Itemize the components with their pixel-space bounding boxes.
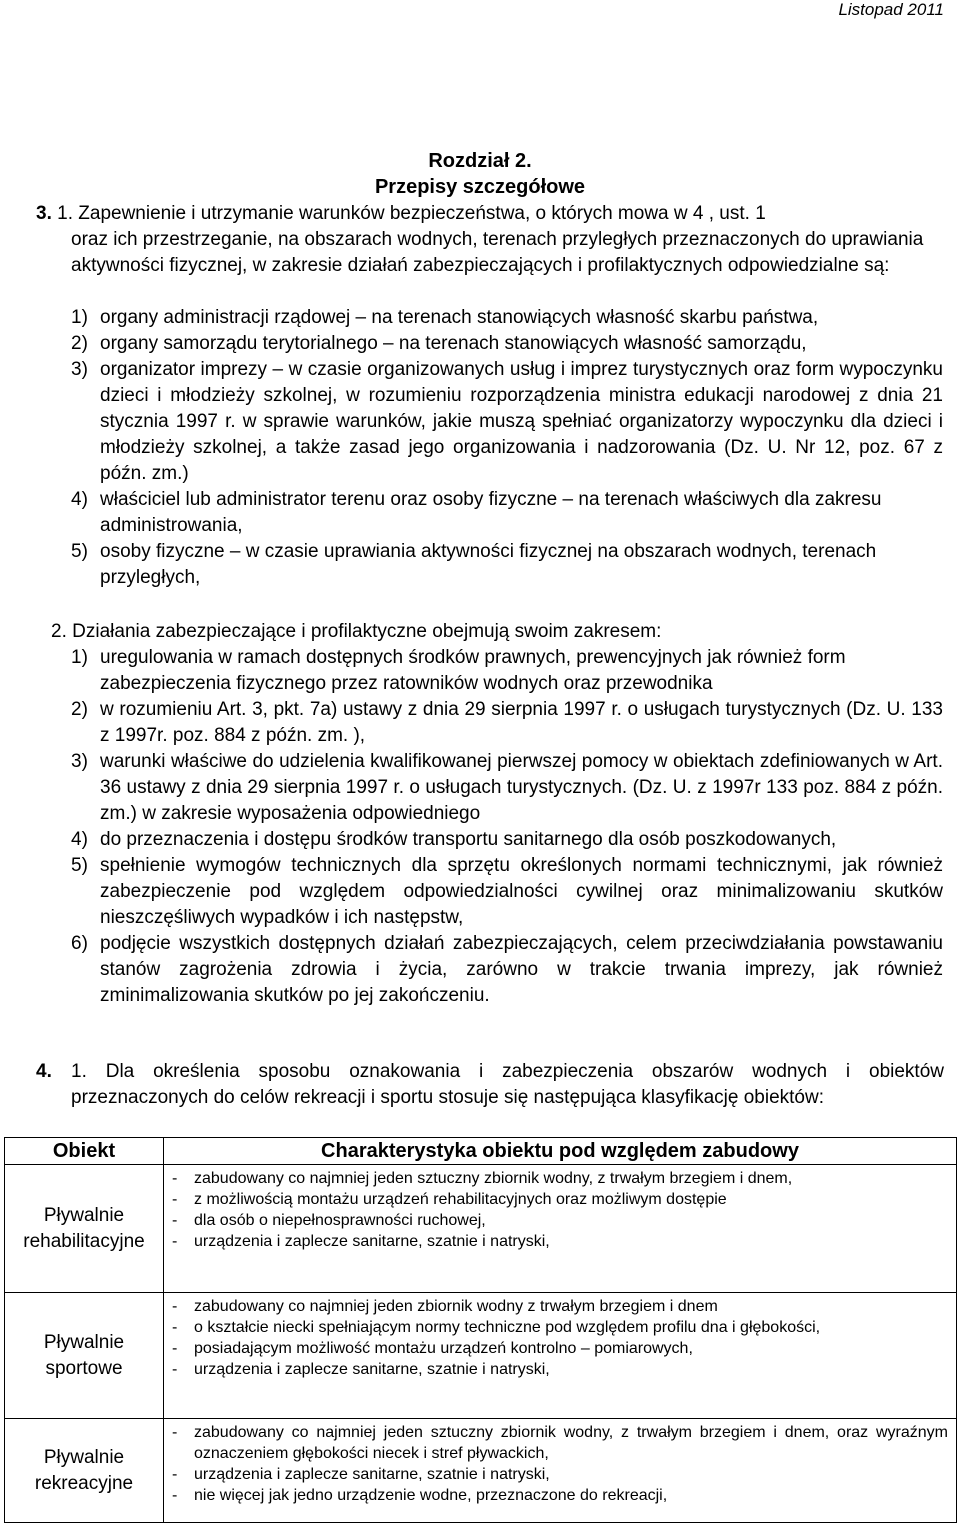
characteristic-text: dla osób o niepełnosprawności ruchowej, (194, 1212, 486, 1229)
header-date: Listopad 2011 (838, 0, 944, 19)
section-3-paragraph-1-first-line: Zapewnienie i utrzymanie warunków bezpieczeństwa, o których mowa w 4 , ust. 1 (78, 203, 766, 224)
characteristics-cell (164, 1293, 957, 1419)
section-4-paragraph-1-number: 1. (71, 1061, 87, 1082)
characteristic-text: nie więcej jak jedno urządzenie wodne, przeznaczone do rekreacji, (194, 1487, 668, 1504)
responsible-bodies-list (71, 305, 943, 591)
list-item-number: 5) (71, 541, 88, 562)
dash-bullet: - (172, 1319, 178, 1336)
dash-bullet: - (172, 1170, 178, 1187)
list-item (71, 749, 943, 827)
list-item-number: 4) (71, 829, 88, 850)
list-item-number: 1) (71, 307, 88, 328)
table-body (5, 1165, 957, 1523)
list-item (71, 645, 943, 697)
list-item-number: 3) (71, 359, 88, 380)
characteristics-list (164, 1293, 956, 1380)
section-4-lead (36, 1059, 52, 1085)
list-item-number: 2) (71, 699, 88, 720)
characteristic-text: posiadającym możliwość montażu urządzeń kontrolno – pomiarowych, (194, 1340, 693, 1357)
list-item (71, 357, 943, 487)
list-item-text: w rozumieniu Art. 3, pkt. 7a) ustawy z dnia 29 sierpnia 1997 r. o usługach turystycznych (Dz. U. 133 z 1997r. poz. 884 z późn. zm. ), (100, 699, 943, 746)
characteristic-item (172, 1296, 948, 1317)
section-4-body (71, 1059, 944, 1111)
list-item-number: 2) (71, 333, 88, 354)
characteristic-text: zabudowany co najmniej jeden sztuczny zbiornik wodny, z trwałym brzegiem i dnem, oraz wyraźnym oznaczeniem głębokości niecek i stref pływackich, (194, 1424, 948, 1462)
characteristic-text: z możliwością montażu urządzeń rehabilitacyjnych oraz możliwym dostępie (194, 1191, 727, 1208)
section-4 (36, 1059, 944, 1111)
dash-bullet: - (172, 1191, 178, 1208)
characteristic-item (172, 1189, 948, 1210)
section-3-paragraph-2 (51, 619, 923, 645)
list-item-text: organizator imprezy – w czasie organizowanych usług i imprez turystycznych oraz form wypoczynku dzieci i młodzieży szkolnej, w rozumieniu rozporządzenia ministra edukacji narodowej z dnia 21 stycznia 1997 r. w sprawie warunków, jakie muszą spełniać organizatorzy wypoczynku dla dzieci i młodzieży szkolnej, a także zasad jego organizowania i nadzorowania (Dz. U. Nr 12, poz. 67 z późn. zm.) (100, 359, 943, 484)
object-classification-table (4, 1137, 957, 1523)
dash-bullet: - (172, 1487, 178, 1504)
list-item-text: uregulowania w ramach dostępnych środków prawnych, prewencyjnych jak również form zabezpieczenia fizycznego przez ratowników wodnych oraz przewodnika (100, 647, 846, 694)
list-item-number: 3) (71, 751, 88, 772)
list-item-text: spełnienie wymogów technicznych dla sprzętu określonych normami technicznymi, jak również zabezpieczenie pod względem odpowiedzialności cywilnej oraz minimalizowaniu skutków nieszczęśliwych wypadków i ich następstw, (100, 855, 943, 928)
characteristic-text: zabudowany co najmniej jeden zbiornik wodny z trwałym brzegiem i dnem (194, 1298, 718, 1315)
dash-bullet: - (172, 1298, 178, 1315)
characteristic-item (172, 1210, 948, 1231)
list-item (71, 331, 943, 357)
list-item (71, 487, 943, 539)
section-3-number: 3. (36, 203, 52, 224)
characteristics-list (164, 1165, 956, 1252)
section-3-paragraph-1-text: oraz ich przestrzeganie, na obszarach wodnych, terenach przyległych przeznaczonych do uprawiania aktywności fizycznej, w zakresie działań zabezpieczających i profilaktycznych odpowiedzialne są: (71, 229, 924, 276)
characteristics-cell (164, 1165, 957, 1293)
list-item-text: do przeznaczenia i dostępu środków transportu sanitarnego dla osób poszkodowanych, (100, 829, 837, 850)
characteristic-text: urządzenia i zaplecze sanitarne, szatnie i natryski, (194, 1233, 550, 1250)
characteristic-item (172, 1422, 948, 1464)
section-3-paragraph-2-number: 2. (51, 621, 67, 642)
table-row (5, 1293, 957, 1419)
characteristic-item (172, 1168, 948, 1189)
dash-bullet: - (172, 1361, 178, 1378)
section-3-heading (36, 201, 944, 227)
table-header-object: Obiekt (5, 1138, 164, 1165)
characteristics-list (164, 1419, 956, 1506)
dash-bullet: - (172, 1466, 178, 1483)
list-item-number: 4) (71, 489, 88, 510)
list-item-text: właściciel lub administrator terenu oraz osoby fizyczne – na terenach właściwych dla zakresu administrowania, (100, 489, 882, 536)
characteristic-text: zabudowany co najmniej jeden sztuczny zbiornik wodny, z trwałym brzegiem i dnem, (194, 1170, 793, 1187)
dash-bullet: - (172, 1424, 178, 1441)
section-3-paragraph-2-text: Działania zabezpieczające i profilaktyczne obejmują swoim zakresem: (72, 621, 662, 642)
object-type-cell: Pływalnie rekreacyjne (5, 1419, 164, 1523)
characteristic-item (172, 1231, 948, 1252)
dash-bullet: - (172, 1340, 178, 1357)
list-item-text: warunki właściwe do udzielenia kwalifikowanej pierwszej pomocy w obiektach zdefiniowanych w Art. 36 ustawy z dnia 29 sierpnia 1997 r. o usługach turystycznych. (Dz. U. z 1997r 133 poz. 884 z późn. zm.) w zakresie wyposażenia odpowiedniego (100, 751, 943, 824)
dash-bullet: - (172, 1212, 178, 1229)
object-type-cell: Pływalnie sportowe (5, 1293, 164, 1419)
section-4-number: 4. (36, 1061, 52, 1082)
table-row (5, 1165, 957, 1293)
protective-actions-list (71, 645, 943, 1009)
table-header-characteristics: Charakterystyka obiektu pod względem zabudowy (164, 1138, 957, 1165)
list-item-text: organy administracji rządowej – na terenach stanowiących własność skarbu państwa, (100, 307, 819, 328)
section-3-paragraph-1-number: 1. (57, 203, 73, 224)
chapter-subtitle: Przepisy szczegółowe (374, 176, 586, 198)
characteristic-item (172, 1359, 948, 1380)
characteristic-item (172, 1338, 948, 1359)
list-item (71, 827, 943, 853)
characteristics-cell (164, 1419, 957, 1523)
table-header-row (5, 1138, 957, 1165)
list-item-number: 1) (71, 647, 88, 668)
characteristic-item (172, 1485, 948, 1506)
chapter-title: Rozdział 2. (428, 150, 532, 172)
list-item (71, 305, 943, 331)
characteristic-item (172, 1317, 948, 1338)
section-4-text: Dla określenia sposobu oznakowania i zabezpieczenia obszarów wodnych i obiektów przeznaczonych do celów rekreacji i sportu stosuje się następująca klasyfikację obiektów: (71, 1061, 944, 1108)
characteristic-text: urządzenia i zaplecze sanitarne, szatnie i natryski, (194, 1466, 550, 1483)
list-item-number: 5) (71, 855, 88, 876)
list-item (71, 539, 943, 591)
list-item (71, 931, 943, 1009)
table-row (5, 1419, 957, 1523)
object-type-cell: Pływalnie rehabilitacyjne (5, 1165, 164, 1293)
list-item-text: osoby fizyczne – w czasie uprawiania aktywności fizycznej na obszarach wodnych, terenach przyległych, (100, 541, 877, 588)
list-item-number: 6) (71, 933, 88, 954)
list-item (71, 697, 943, 749)
list-item (71, 853, 943, 931)
list-item-text: organy samorządu terytorialnego – na terenach stanowiących własność samorządu, (100, 333, 807, 354)
characteristic-item (172, 1464, 948, 1485)
characteristic-text: urządzenia i zaplecze sanitarne, szatnie i natryski, (194, 1361, 550, 1378)
characteristic-text: o kształcie niecki spełniającym normy techniczne pod względem profilu dna i głębokości, (194, 1319, 821, 1336)
list-item-text: podjęcie wszystkich dostępnych działań zabezpieczających, celem przeciwdziałania powstawaniu stanów zagrożenia zdrowia i życia, zarówno w trakcie trwania imprezy, jak również zminimalizowania skutków po jej zakończeniu. (100, 933, 943, 1006)
dash-bullet: - (172, 1233, 178, 1250)
